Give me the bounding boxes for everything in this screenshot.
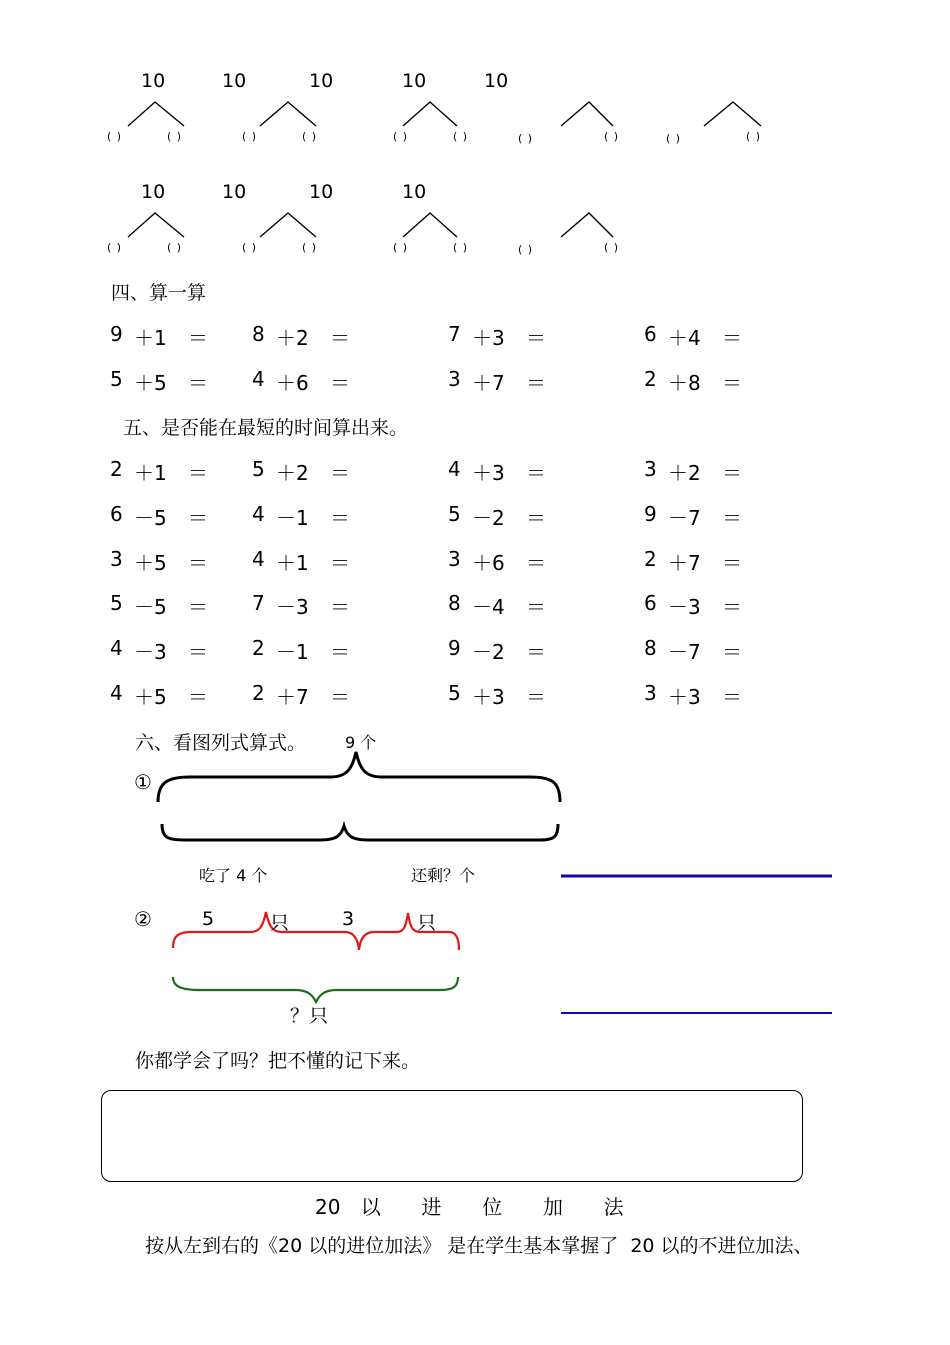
- answer-blank[interactable]: [552, 681, 580, 705]
- blank-paren[interactable]: ( ): [518, 132, 534, 145]
- blank-paren[interactable]: ( ): [302, 241, 318, 254]
- review-prompt: 你都学会了吗？把不懂的记下来。: [135, 1050, 421, 1072]
- equation-operand: 4: [252, 367, 265, 391]
- equation-equals-sign: ＝: [526, 326, 546, 350]
- equation-operand: 9: [644, 501, 657, 526]
- equation-operator-term: ＋1: [134, 326, 167, 350]
- equation-operator-term: －5: [134, 505, 167, 530]
- equation-equals-sign: ＝: [188, 326, 208, 350]
- answer-blank[interactable]: [748, 681, 776, 705]
- equation-operator-term: －3: [276, 595, 309, 620]
- equation-operand: 6: [110, 501, 123, 526]
- equation-operand: 5: [110, 591, 123, 616]
- blank-paren[interactable]: ( ): [453, 130, 469, 143]
- equation-operator-term: ＋5: [134, 685, 167, 709]
- equation-equals-sign: ＝: [188, 595, 208, 620]
- total-brace: [158, 752, 560, 802]
- notes-box[interactable]: [101, 1090, 803, 1182]
- equation-operator-term: －4: [472, 595, 505, 620]
- equation-equals-sign: ＝: [722, 461, 742, 485]
- answer-blank[interactable]: [214, 547, 242, 571]
- equation-operator-term: ＋5: [134, 550, 167, 575]
- answer-blank[interactable]: [552, 636, 580, 660]
- equation-operator-term: －7: [668, 505, 701, 530]
- equation-equals-sign: ＝: [330, 595, 350, 620]
- equation-operand: 3: [448, 546, 461, 571]
- equation-equals-sign: ＝: [526, 371, 546, 395]
- equation-equals-sign: ＝: [188, 371, 208, 395]
- equation-operand: 2: [252, 636, 265, 661]
- equation-operator-term: －7: [668, 640, 701, 665]
- equation-operand: 8: [252, 322, 265, 346]
- tree-top-number: 10: [402, 70, 427, 92]
- green-brace: [173, 977, 458, 1002]
- equation-equals-sign: ＝: [526, 461, 546, 485]
- equation-operand: 8: [644, 636, 657, 661]
- blank-paren[interactable]: ( ): [666, 132, 682, 145]
- answer-blank[interactable]: [214, 681, 242, 705]
- unit-b: 只: [417, 912, 437, 934]
- equation-operator-term: ＋1: [276, 550, 309, 575]
- equation-operand: 2: [644, 367, 657, 391]
- equation-equals-sign: ＝: [526, 685, 546, 709]
- equation-operand: 7: [448, 322, 461, 346]
- answer-blank[interactable]: [356, 367, 384, 391]
- answer-blank[interactable]: [214, 636, 242, 660]
- equation-operator-term: ＋4: [668, 326, 701, 350]
- equation-operand: 3: [110, 546, 123, 571]
- tree-top-number: 10: [141, 70, 166, 92]
- section-5-title: 五、是否能在最短的时间算出来。: [123, 417, 409, 439]
- equation-operand: 2: [252, 681, 265, 705]
- remaining-label: 还剩？个: [411, 866, 476, 885]
- answer-blank[interactable]: [552, 547, 580, 571]
- answer-blank[interactable]: [356, 547, 384, 571]
- problem-2-marker: ②: [134, 907, 152, 931]
- tree-top-number: 10: [484, 70, 509, 92]
- blank-paren[interactable]: ( ): [604, 130, 620, 143]
- answer-blank[interactable]: [552, 457, 580, 481]
- unit-a: 只: [270, 912, 290, 934]
- blank-paren[interactable]: ( ): [107, 241, 123, 254]
- equation-operator-term: ＋1: [134, 461, 167, 485]
- equation-operator-term: －2: [472, 505, 505, 530]
- answer-blank[interactable]: [356, 591, 384, 615]
- answer-blank[interactable]: [356, 636, 384, 660]
- blank-paren[interactable]: ( ): [604, 241, 620, 254]
- tree-top-number: 10: [222, 181, 247, 203]
- equation-operator-term: ＋5: [134, 371, 167, 395]
- equation-operand: 5: [252, 457, 265, 481]
- equation-operator-term: ＋3: [472, 685, 505, 709]
- blank-paren[interactable]: ( ): [167, 130, 183, 143]
- blank-paren[interactable]: ( ): [453, 241, 469, 254]
- answer-blank[interactable]: [748, 636, 776, 660]
- equation-operator-term: ＋7: [472, 371, 505, 395]
- equation-operand: 5: [448, 681, 461, 705]
- equation-operator-term: ＋3: [668, 685, 701, 709]
- count-a: 5: [202, 908, 215, 930]
- answer-blank[interactable]: [356, 681, 384, 705]
- answer-blank[interactable]: [552, 367, 580, 391]
- section-6-title: 六、看图列式算式。: [135, 732, 307, 754]
- equation-equals-sign: ＝: [330, 371, 350, 395]
- blank-paren[interactable]: ( ): [518, 243, 534, 256]
- equation-operator-term: ＋3: [472, 461, 505, 485]
- equation-operator-term: ＋3: [472, 326, 505, 350]
- blank-paren[interactable]: ( ): [242, 130, 258, 143]
- total-unknown-label: ？只: [290, 1005, 329, 1027]
- answer-blank[interactable]: [214, 322, 242, 346]
- answer-blank[interactable]: [214, 457, 242, 481]
- answer-blank[interactable]: [552, 322, 580, 346]
- equation-equals-sign: ＝: [526, 505, 546, 530]
- equation-operator-term: ＋7: [276, 685, 309, 709]
- equation-equals-sign: ＝: [526, 550, 546, 575]
- equation-operand: 9: [110, 322, 123, 346]
- answer-blank[interactable]: [552, 591, 580, 615]
- equation-operand: 3: [448, 367, 461, 391]
- equation-equals-sign: ＝: [722, 326, 742, 350]
- equation-operator-term: ＋2: [276, 326, 309, 350]
- answer-blank[interactable]: [356, 457, 384, 481]
- answer-blank[interactable]: [748, 547, 776, 571]
- equation-operator-term: －1: [276, 640, 309, 665]
- answer-blank[interactable]: [214, 367, 242, 391]
- lesson-heading: 20 以 进 位 加 法: [315, 1195, 624, 1219]
- equation-operator-term: ＋6: [472, 550, 505, 575]
- parts-brace: [162, 824, 558, 840]
- equation-equals-sign: ＝: [188, 505, 208, 530]
- equation-operand: 4: [252, 501, 265, 526]
- equation-operand: 4: [110, 681, 123, 705]
- equation-operand: 5: [448, 501, 461, 526]
- total-count-label: 9 个: [345, 733, 377, 752]
- blank-paren[interactable]: ( ): [242, 241, 258, 254]
- equation-equals-sign: ＝: [188, 550, 208, 575]
- equation-equals-sign: ＝: [330, 685, 350, 709]
- blank-paren[interactable]: ( ): [393, 130, 409, 143]
- equation-operator-term: ＋7: [668, 550, 701, 575]
- equation-equals-sign: ＝: [330, 640, 350, 665]
- ate-label: 吃了 4 个: [199, 866, 268, 885]
- answer-blank[interactable]: [214, 591, 242, 615]
- blank-paren[interactable]: ( ): [302, 130, 318, 143]
- answer-blank[interactable]: [356, 322, 384, 346]
- equation-equals-sign: ＝: [722, 371, 742, 395]
- answer-blank[interactable]: [748, 322, 776, 346]
- problem-1-marker: ①: [134, 770, 152, 794]
- equation-operand: 2: [110, 457, 123, 481]
- tree-top-number: 10: [309, 181, 334, 203]
- equation-equals-sign: ＝: [722, 595, 742, 620]
- equation-operator-term: ＋2: [668, 461, 701, 485]
- equation-equals-sign: ＝: [330, 326, 350, 350]
- equation-operand: 2: [644, 546, 657, 571]
- section-4-title: 四、算一算: [111, 282, 207, 304]
- answer-blank[interactable]: [748, 502, 776, 526]
- equation-equals-sign: ＝: [188, 640, 208, 665]
- count-b: 3: [342, 908, 355, 930]
- equation-equals-sign: ＝: [188, 685, 208, 709]
- tree-top-number: 10: [309, 70, 334, 92]
- equation-operand: 9: [448, 636, 461, 661]
- tree-branches: [128, 102, 761, 237]
- tree-top-number: 10: [141, 181, 166, 203]
- equation-equals-sign: ＝: [526, 595, 546, 620]
- equation-operand: 4: [110, 636, 123, 661]
- equation-operand: 6: [644, 591, 657, 616]
- equation-equals-sign: ＝: [330, 550, 350, 575]
- blank-paren[interactable]: ( ): [167, 241, 183, 254]
- blank-paren[interactable]: ( ): [107, 130, 123, 143]
- equation-equals-sign: ＝: [330, 505, 350, 530]
- equation-operand: 3: [644, 681, 657, 705]
- equation-equals-sign: ＝: [330, 461, 350, 485]
- blank-paren[interactable]: ( ): [393, 241, 409, 254]
- answer-blank[interactable]: [748, 591, 776, 615]
- tree-top-number: 10: [222, 70, 247, 92]
- equation-operand: 8: [448, 591, 461, 616]
- answer-blank[interactable]: [356, 502, 384, 526]
- blank-paren[interactable]: ( ): [746, 130, 762, 143]
- answer-blank[interactable]: [748, 457, 776, 481]
- equation-operator-term: ＋8: [668, 371, 701, 395]
- equation-operator-term: －3: [668, 595, 701, 620]
- equation-operand: 4: [252, 546, 265, 571]
- equation-equals-sign: ＝: [722, 505, 742, 530]
- answer-blank[interactable]: [748, 367, 776, 391]
- equation-operator-term: －5: [134, 595, 167, 620]
- equation-operator-term: －1: [276, 505, 309, 530]
- answer-blank[interactable]: [552, 502, 580, 526]
- equation-operand: 4: [448, 457, 461, 481]
- equation-operand: 6: [644, 322, 657, 346]
- equation-equals-sign: ＝: [722, 640, 742, 665]
- equation-operand: 7: [252, 591, 265, 616]
- equation-equals-sign: ＝: [526, 640, 546, 665]
- equation-equals-sign: ＝: [188, 461, 208, 485]
- equation-equals-sign: ＝: [722, 685, 742, 709]
- equation-operand: 3: [644, 457, 657, 481]
- answer-blank[interactable]: [214, 502, 242, 526]
- equation-equals-sign: ＝: [722, 550, 742, 575]
- lesson-paragraph: 按从左到右的《20 以的进位加法》 是在学生基本掌握了 20 以的不进位加法、: [145, 1235, 813, 1257]
- equation-operator-term: ＋2: [276, 461, 309, 485]
- tree-top-number: 10: [402, 181, 427, 203]
- equation-operator-term: －3: [134, 640, 167, 665]
- equation-operator-term: －2: [472, 640, 505, 665]
- equation-operand: 5: [110, 367, 123, 391]
- equation-operator-term: ＋6: [276, 371, 309, 395]
